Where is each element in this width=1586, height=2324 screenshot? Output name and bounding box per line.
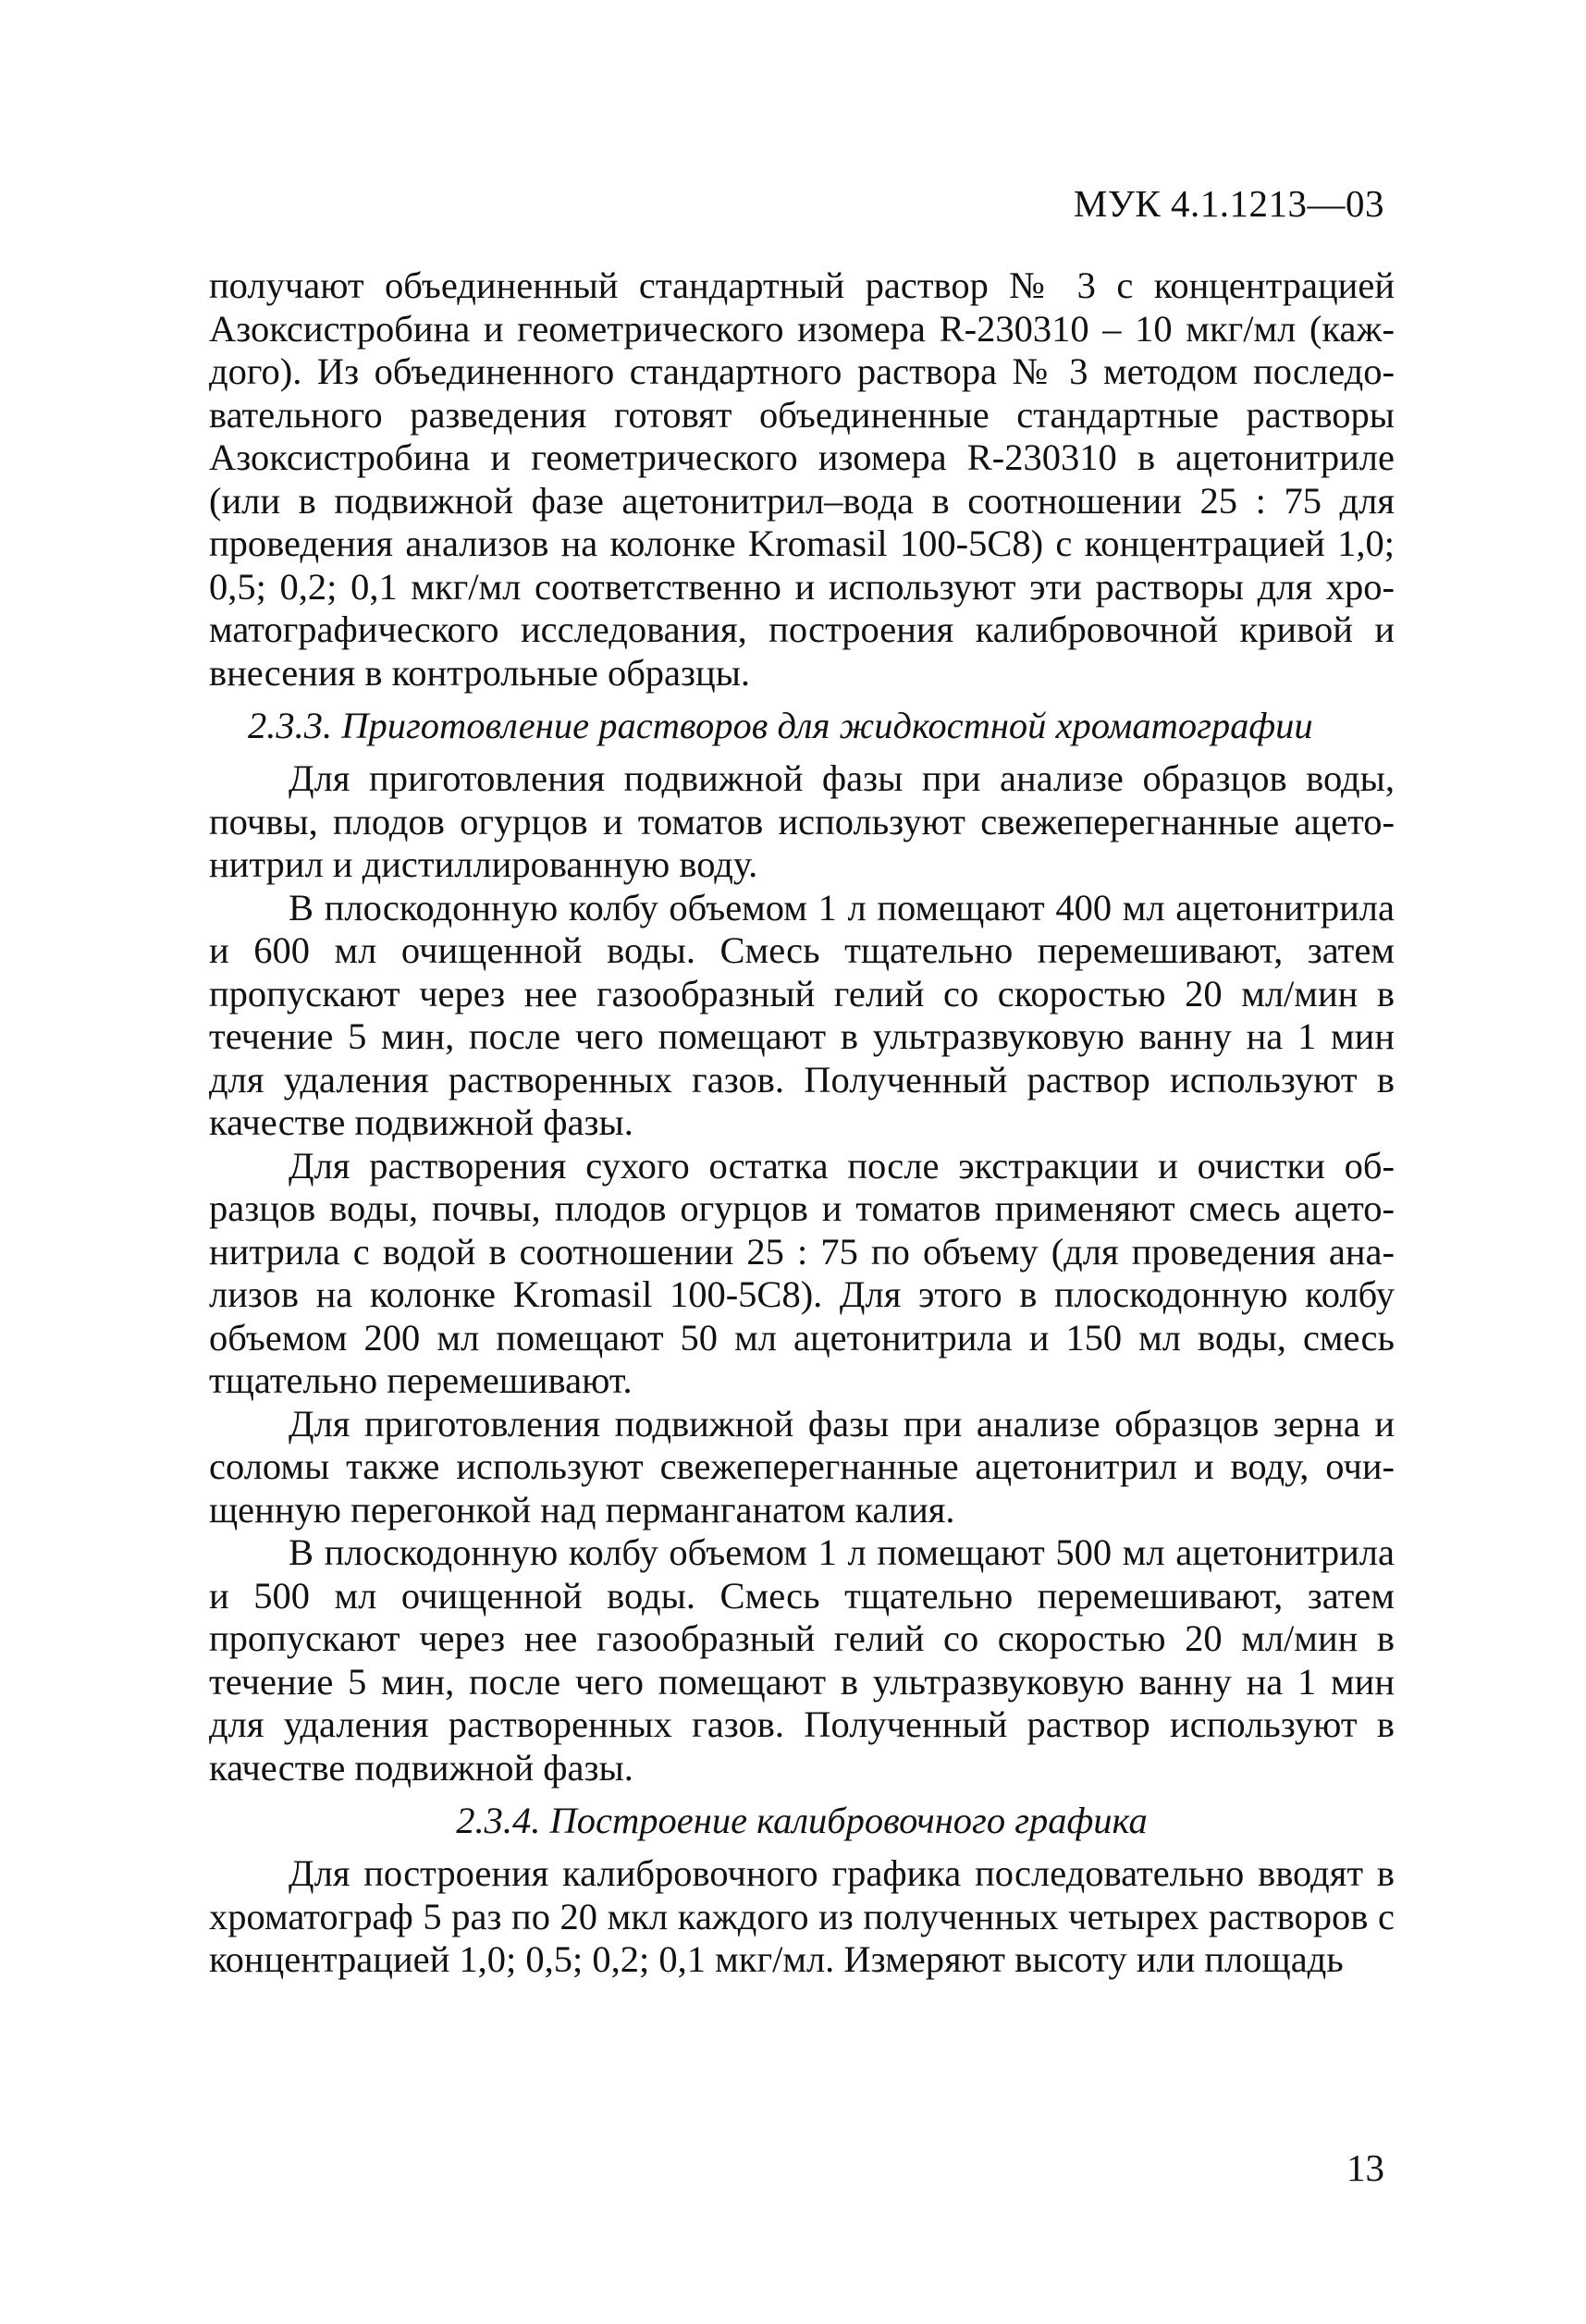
page-number: 13 [1346,2146,1384,2189]
paragraph-continuation: получают объединенный стандартный раствор № 3 с концентрацией Азоксистробина и геометрического изомера R-230310 – 10 мкг/мл (каждого). Из объединенного стандартного раствора № 3 методом последовательного разведения готовят объединенные стандартные растворы Азоксистробина и геометрического изомера R-230310 в ацетонитриле (или в подвижной фазе ацетонитрил–вода в соотношении 25 : 75 для проведения анализов на колонке Kromasil 100-5C8) с концентрацией 1,0; 0,5; 0,2; 0,1 мкг/мл соответственно и используют эти растворы для хроматографического исследования, построения калибровочной кривой и внесения в контрольные образцы. [209,264,1395,694]
paragraph-calibration: Для построения калибровочного графика последовательно вводят в хроматограф 5 раз по 20 мкл каждого из полученных четырех растворов с концентрацией 1,0; 0,5; 0,2; 0,1 мкг/мл. Измеряют высоту или площадь [209,1852,1395,1980]
paragraph-mobile-phase-prep-2: В плоскодонную колбу объемом 1 л помещают 500 мл ацетонитрила и 500 мл очищенной воды. Смесь тщательно перемешивают, затем пропускают через нее газообразный гелий со скоростью 20 мл/мин в течение 5 мин, после чего помещают в ультразвуковую ванну на 1 мин для удаления растворенных газов. Полученный раствор используют в качестве подвижной фазы. [209,1531,1395,1789]
document-body [209,264,1395,1982]
paragraph-mobile-phase-grain-straw: Для приготовления подвижной фазы при анализе образцов зерна и соломы также используют свежеперегнанные ацетонитрил и воду, очищенную перегонкой над перманганатом калия. [209,1402,1395,1531]
document-code-header: МУК 4.1.1213—03 [1073,182,1384,225]
paragraph-mobile-phase-prep-1: В плоскодонную колбу объемом 1 л помещают 400 мл ацетонитрила и 600 мл очищенной воды. Смесь тщательно перемешивают, затем пропускают через нее газообразный гелий со скоростью 20 мл/мин в течение 5 мин, после чего помещают в ультразвуковую ванну на 1 мин для удаления растворенных газов. Полученный раствор используют в качестве подвижной фазы. [209,886,1395,1143]
paragraph-mobile-phase-water-soil: Для приготовления подвижной фазы при анализе образцов воды, почвы, плодов огурцов и томатов используют свежеперегнанные ацетонитрил и дистиллированную воду. [209,757,1395,885]
section-heading-2-3-4: 2.3.4. Построение калибровочного графика [456,1800,1148,1841]
paragraph-dry-residue-solvent: Для растворения сухого остатка после экстракции и очистки образцов воды, почвы, плодов огурцов и томатов применяют смесь ацетонитрила с водой в соотношении 25 : 75 по объему (для проведения анализов на колонке Kromasil 100-5C8). Для этого в плоскодонную колбу объемом 200 мл помещают 50 мл ацетонитрила и 150 мл воды, смесь тщательно перемешивают. [209,1144,1395,1401]
section-heading-2-3-3: 2.3.3. Приготовление растворов для жидкостной хроматографии [248,705,1313,746]
